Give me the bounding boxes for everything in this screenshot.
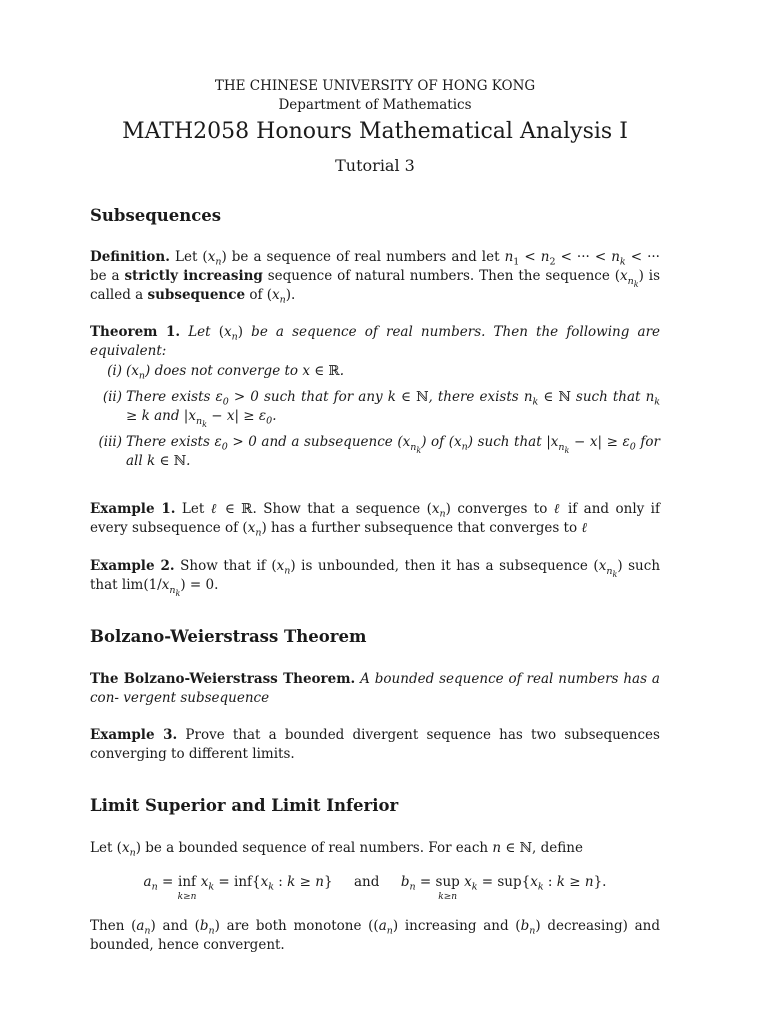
example-3: [90, 726, 660, 764]
limsup-intro: Let $(x_n)$ be a bounded sequence of real numbers. For each n ∈ ℕ, define: [90, 840, 583, 859]
definition-label: Definition.: [90, 249, 170, 265]
theorem-1: Theorem 1. Let $(x_n)$ be a sequence of real numbers. Then the following are equivalent:: [90, 324, 661, 359]
list-item: (iii) There exists $\varepsilon_0 > 0$ and a subsequence $(x_{n_k})$ of $(x_n)$ such that $|x_{n_k} - x| \ge \varepsilon_0$ for all k ∈ ℕ.: [98, 434, 660, 469]
university-name: THE CHINESE UNIVERSITY OF HONG KONG: [214, 78, 536, 94]
list-item: (ii) There exists $\varepsilon_0 > 0$ such that for any k ∈ ℕ, there exists $n_k$ ∈ ℕ such that $n_k \ge k$ and $|x_{n_k} - x| \ge \varepsilon_0$.: [102, 389, 661, 429]
course-title: MATH2058 Honours Mathematical Analysis I: [122, 119, 628, 144]
example-1-label: Example 1.: [90, 501, 176, 517]
subsequence-term: subsequence: [147, 287, 246, 303]
and-connector: and: [353, 874, 380, 890]
example-3-label: Example 3.: [90, 727, 178, 743]
tutorial-title: Tutorial 3: [335, 156, 415, 175]
section-heading-subsequences: Subsequences: [90, 206, 222, 225]
definition-paragraph: Definition. Let $(x_n)$ be a sequence of real numbers and let $n_1 < n_2$ < ··· < $n_k$ < ··· be a strictly increasing sequence of natural numbers. Then the sequence $(x_{n_k})$ is called a subsequence of $(x_n)$.: [90, 249, 660, 306]
limsup-definition-equation: $a_n$ = inf k≥n $x_k = inf\{x_k$ : k ≥ n} and $b_n$ = sup k≥n $x_k = sup\{x_k$ : k ≥ n}.: [143, 874, 607, 902]
example-2: Example 2. Show that if $(x_n)$ is unbounded, then it has a subsequence $(x_{n_k})$ such that $\lim(1/x_{n_k}) = 0$.: [90, 558, 661, 598]
example-1: Example 1. Let ℓ ∈ ℝ. Show that a sequence $(x_n)$ converges to ℓ if and only if every subsequence of $(x_n)$ has a further subsequence that converges to ℓ: [90, 501, 660, 539]
strictly-increasing-term: strictly increasing: [124, 268, 263, 284]
section-heading-bolzano-weierstrass: Bolzano-Weierstrass Theorem: [90, 627, 367, 646]
bw-theorem-label: The Bolzano-Weierstrass Theorem.: [90, 671, 356, 687]
bolzano-weierstrass-theorem: [90, 670, 660, 708]
section-heading-limit-superior: Limit Superior and Limit Inferior: [90, 796, 399, 815]
monotone-paragraph: Then $(a_n)$ and $(b_n)$ are both monotone ($(a_n)$ increasing and $(b_n)$ decreasing) and bounded, hence convergent.: [90, 918, 660, 953]
theorem-1-label: Theorem 1.: [90, 324, 181, 340]
example-2-label: Example 2.: [90, 558, 175, 574]
equivalence-list: [90, 362, 660, 477]
bw-statement: A bounded sequence of real numbers has a con- vergent subsequence: [90, 671, 660, 706]
list-item: (i) $(x_n)$ does not converge to x ∈ ℝ.: [107, 363, 345, 382]
example-3-text: Prove that a bounded divergent sequence has two subsequences converging to different limits.: [90, 727, 660, 762]
department-name: Department of Mathematics: [278, 97, 472, 113]
